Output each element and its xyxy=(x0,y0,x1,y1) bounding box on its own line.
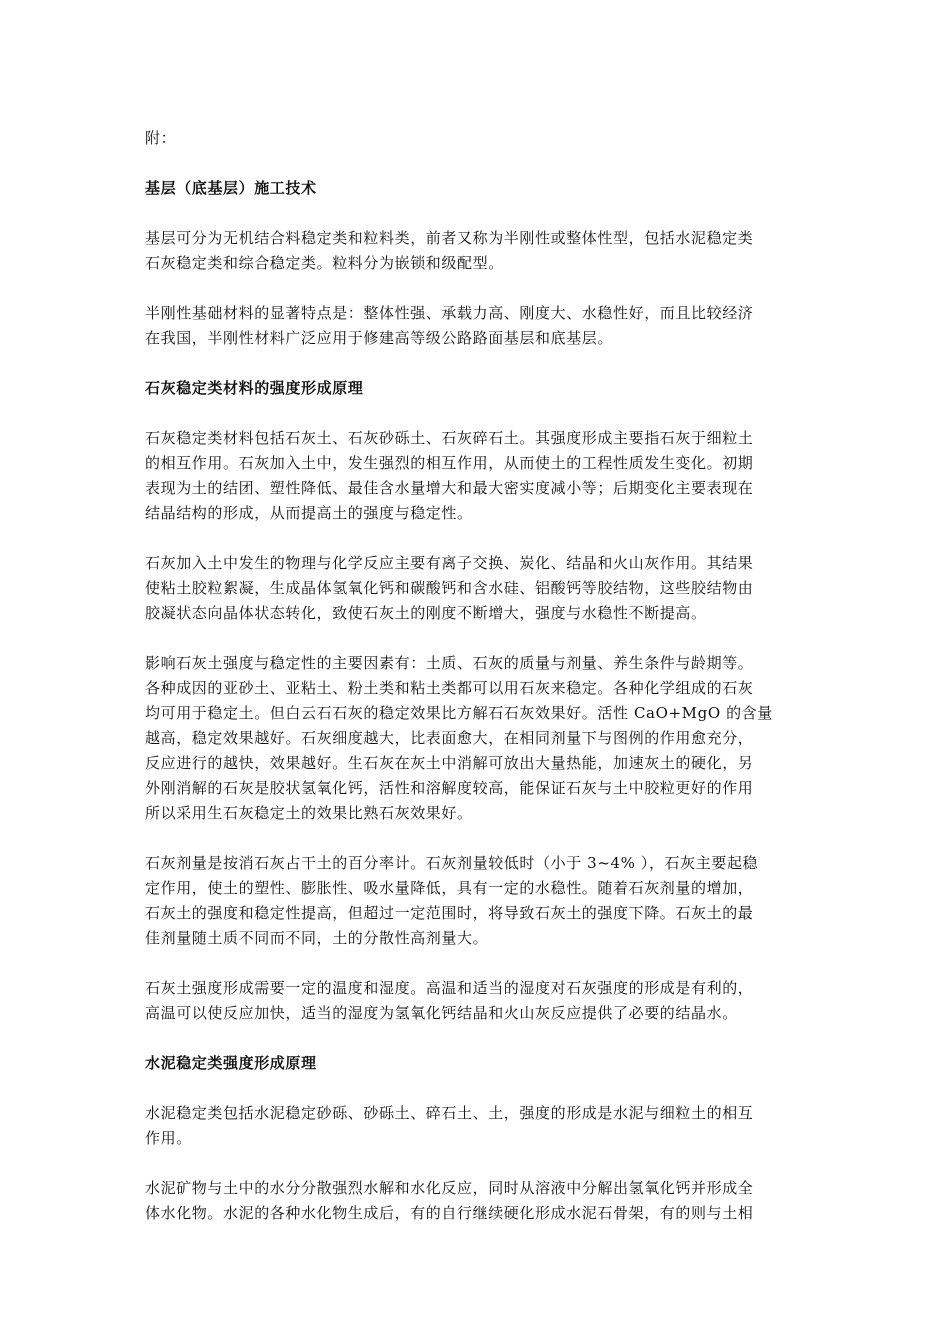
section-heading: 石灰稳定类材料的强度形成原理 xyxy=(145,379,364,397)
paragraph-line: 越高，稳定效果越好。石灰细度越大，比表面愈大，在相同剂量下与图例的作用愈充分， xyxy=(145,729,754,747)
paragraph-line: 各种成因的亚砂土、亚粘土、粉土类和粘土类都可以用石灰来稳定。各种化学组成的石灰 xyxy=(145,679,754,697)
paragraph-line: 石灰剂量是按消石灰占干土的百分率计。石灰剂量较低时（小于 3~4% ），石灰主要起稳 xyxy=(145,854,759,872)
section-heading: 基层（底基层）施工技术 xyxy=(145,179,317,197)
paragraph-line: 胶凝状态向晶体状态转化，致使石灰土的刚度不断增大，强度与水稳性不断提高。 xyxy=(145,604,707,622)
paragraph-line: 佳剂量随土质不同而不同，土的分散性高剂量大。 xyxy=(145,929,489,947)
paragraph-line: 均可用于稳定土。但白云石石灰的稳定效果比方解石石灰效果好。活性 CaO+MgO 的含量 xyxy=(145,704,773,722)
paragraph-line: 石灰土的强度和稳定性提高，但超过一定范围时，将导致石灰土的强度下降。石灰土的最 xyxy=(145,904,754,922)
paragraph-line: 结晶结构的形成，从而提高土的强度与稳定性。 xyxy=(145,504,473,522)
paragraph-line: 石灰稳定类和综合稳定类。粒料分为嵌锁和级配型。 xyxy=(145,254,504,272)
paragraph-line: 所以采用生石灰稳定土的效果比熟石灰效果好。 xyxy=(145,804,473,822)
body-paragraph xyxy=(145,1176,810,1226)
paragraph-line: 石灰稳定类材料包括石灰土、石灰砂砾土、石灰碎石土。其强度形成主要指石灰于细粒土 xyxy=(145,429,754,447)
section-heading: 水泥稳定类强度形成原理 xyxy=(145,1054,317,1072)
body-paragraph xyxy=(145,551,810,626)
body-paragraph xyxy=(145,426,810,526)
paragraph-line: 外刚消解的石灰是胶状氢氧化钙，活性和溶解度较高，能保证石灰与土中胶粒更好的作用 xyxy=(145,779,754,797)
attachment-label: 附： xyxy=(145,129,177,147)
paragraph-line: 石灰加入土中发生的物理与化学反应主要有离子交换、炭化、结晶和火山灰作用。其结果 xyxy=(145,554,754,572)
body-paragraph xyxy=(145,851,810,951)
paragraph-line: 高温可以使反应加快，适当的湿度为氢氧化钙结晶和火山灰反应提供了必要的结晶水。 xyxy=(145,1004,738,1022)
paragraph-line: 作用。 xyxy=(145,1129,192,1147)
paragraph-line: 水泥稳定类包括水泥稳定砂砾、砂砾土、碎石土、土，强度的形成是水泥与细粒土的相互 xyxy=(145,1104,754,1122)
body-paragraph xyxy=(145,976,810,1026)
paragraph-line: 基层可分为无机结合料稳定类和粒料类，前者又称为半刚性或整体性型，包括水泥稳定类 xyxy=(145,229,754,247)
paragraph-line: 体水化物。水泥的各种水化物生成后，有的自行继续硬化形成水泥石骨架，有的则与土相 xyxy=(145,1204,754,1222)
paragraph-line: 在我国，半刚性材料广泛应用于修建高等级公路路面基层和底基层。 xyxy=(145,329,614,347)
paragraph-line: 水泥矿物与土中的水分分散强烈水解和水化反应，同时从溶液中分解出氢氧化钙并形成全 xyxy=(145,1179,754,1197)
body-paragraph xyxy=(145,226,810,276)
paragraph-line: 表现为土的结团、塑性降低、最佳含水量增大和最大密实度减小等；后期变化主要表现在 xyxy=(145,479,754,497)
body-paragraph xyxy=(145,301,810,351)
document-page xyxy=(145,126,810,1251)
paragraph-line: 半刚性基础材料的显著特点是：整体性强、承载力高、刚度大、水稳性好，而且比较经济 xyxy=(145,304,754,322)
body-paragraph xyxy=(145,651,810,826)
document-sections xyxy=(145,176,810,1226)
paragraph-line: 的相互作用。石灰加入土中，发生强烈的相互作用，从而使土的工程性质发生变化。初期 xyxy=(145,454,754,472)
body-paragraph xyxy=(145,1101,810,1151)
paragraph-line: 定作用，使土的塑性、膨胀性、吸水量降低，具有一定的水稳性。随着石灰剂量的增加， xyxy=(145,879,754,897)
paragraph-line: 影响石灰土强度与稳定性的主要因素有：土质、石灰的质量与剂量、养生条件与龄期等。 xyxy=(145,654,754,672)
paragraph-line: 使粘土胶粒絮凝，生成晶体氢氧化钙和碳酸钙和含水硅、铝酸钙等胶结物，这些胶结物由 xyxy=(145,579,754,597)
paragraph-line: 石灰土强度形成需要一定的温度和湿度。高温和适当的湿度对石灰强度的形成是有利的， xyxy=(145,979,754,997)
paragraph-line: 反应进行的越快，效果越好。生石灰在灰土中消解可放出大量热能，加速灰土的硬化，另 xyxy=(145,754,754,772)
